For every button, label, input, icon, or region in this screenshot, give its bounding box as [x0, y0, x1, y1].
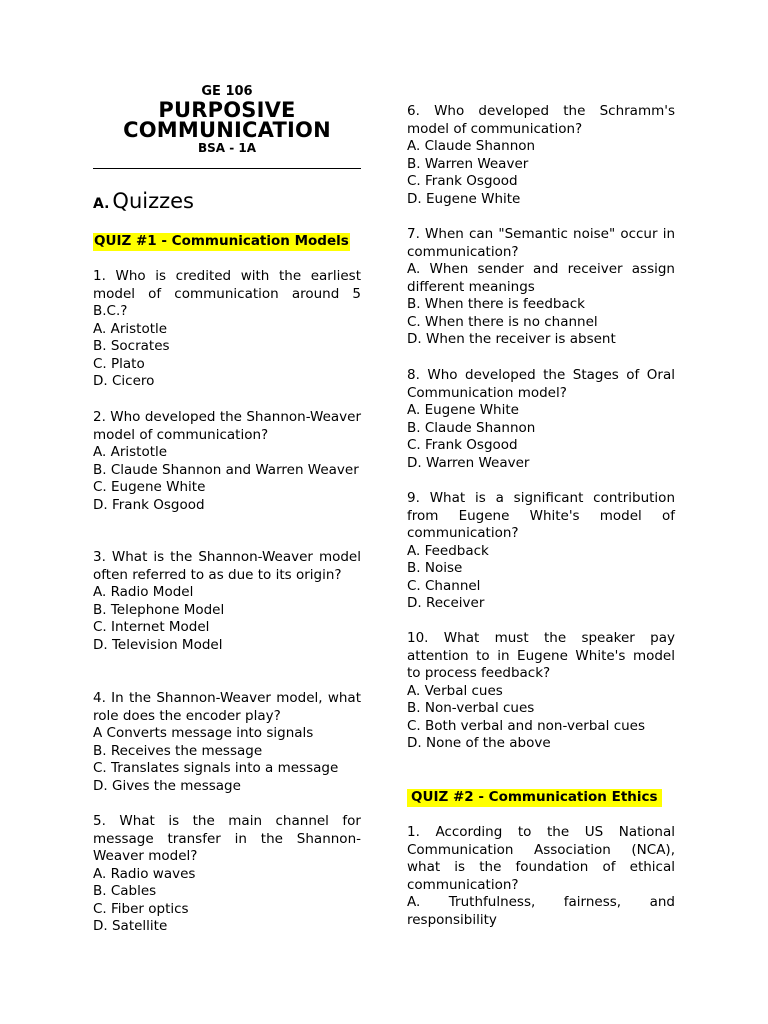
- question-text: 1. Who is credited with the earliest model of communication around 5 B.C.?: [93, 268, 361, 319]
- answer-option: A. Aristotle: [93, 444, 168, 460]
- quiz-1-question-7: [407, 226, 675, 349]
- question-text: 7. When can "Semantic noise" occur in communication?: [407, 226, 675, 260]
- answer-option: B. Telephone Model: [93, 601, 225, 618]
- answer-option: A. Radio Model: [93, 584, 194, 600]
- quiz-1-question-4: [93, 690, 361, 795]
- answer-option: D. Gives the message: [93, 777, 241, 794]
- answer-option: C. Translates signals into a message: [93, 760, 339, 776]
- answer-option: D. Television Model: [93, 636, 223, 653]
- quiz-1-question-10: [407, 630, 675, 753]
- answer-option: A. Truthfulness, fairness, and responsibility: [407, 894, 675, 928]
- answer-option: B. Socrates: [93, 338, 170, 354]
- answer-option: C. Frank Osgood: [407, 173, 518, 189]
- answer-option: D. Satellite: [93, 918, 168, 934]
- quiz-1-title: QUIZ #1 - Communication Models: [94, 233, 349, 249]
- answer-option: D. Receiver: [407, 595, 485, 611]
- question-text: 2. Who developed the Shannon-Weaver model of communication?: [93, 409, 361, 443]
- quiz-1-question-8: [407, 367, 675, 472]
- header-divider: [93, 168, 361, 169]
- quiz-1-question-3: [93, 549, 361, 654]
- question-text: 6. Who developed the Schramm's model of communication?: [407, 103, 675, 137]
- answer-option: A Converts message into signals: [93, 725, 314, 741]
- answer-option: C. Both verbal and non-verbal cues: [407, 717, 646, 734]
- question-text: 1. According to the US National Communication Association (NCA), what is the foundation of ethical communication?: [407, 824, 675, 893]
- answer-option: C. Fiber optics: [93, 900, 189, 917]
- answer-option: A. Radio waves: [93, 865, 196, 882]
- answer-option: B. Claude Shannon and Warren Weaver: [93, 461, 359, 478]
- answer-option: C. Eugene White: [93, 479, 206, 495]
- answer-option: B. Claude Shannon: [407, 419, 536, 436]
- answer-option: A. Verbal cues: [407, 682, 503, 699]
- section-heading: [93, 186, 194, 219]
- course-title-line-1: PURPOSIVE: [158, 98, 296, 122]
- answer-option: A. When sender and receiver assign different meanings: [407, 261, 675, 295]
- answer-option: C. Internet Model: [93, 619, 210, 635]
- answer-option: C. When there is no channel: [407, 313, 598, 330]
- answer-option: B. Cables: [93, 883, 157, 899]
- quiz-1-question-6: [407, 103, 675, 208]
- answer-option: D. Warren Weaver: [407, 454, 530, 471]
- answer-option: A. Eugene White: [407, 402, 519, 418]
- answer-option: C. Frank Osgood: [407, 437, 518, 453]
- question-text: 5. What is the main channel for message transfer in the Shannon-Weaver model?: [93, 813, 361, 864]
- answer-option: C. Plato: [93, 355, 145, 372]
- quiz-2-question-1: [407, 824, 675, 929]
- quiz-1-question-9: [407, 490, 675, 613]
- question-text: 8. Who developed the Stages of Oral Communication model?: [407, 367, 675, 401]
- answer-option: B. When there is feedback: [407, 296, 585, 312]
- answer-option: A. Feedback: [407, 542, 489, 559]
- question-text: 3. What is the Shannon-Weaver model often referred to as due to its origin?: [93, 549, 361, 583]
- question-text: 4. In the Shannon-Weaver model, what role does the encoder play?: [93, 690, 361, 724]
- quiz-1-question-5: [93, 813, 361, 936]
- question-text: 10. What must the speaker pay attention to in Eugene White's model to process feedback?: [407, 630, 675, 681]
- answer-option: D. Cicero: [93, 373, 155, 389]
- answer-option: B. Warren Weaver: [407, 155, 529, 172]
- answer-option: A. Aristotle: [93, 320, 168, 337]
- answer-option: B. Non-verbal cues: [407, 700, 535, 716]
- answer-option: D. Eugene White: [407, 190, 521, 207]
- quiz-1-question-1: [93, 268, 361, 391]
- question-text: 9. What is a significant contribution from Eugene White's model of communication?: [407, 490, 675, 541]
- answer-option: A. Claude Shannon: [407, 138, 536, 154]
- answer-option: D. When the receiver is absent: [407, 331, 616, 347]
- course-title-line-2: COMMUNICATION: [123, 118, 331, 142]
- class-section: BSA - 1A: [197, 141, 257, 155]
- answer-option: D. Frank Osgood: [93, 496, 205, 513]
- answer-option: B. Noise: [407, 560, 463, 576]
- section-title: Quizzes: [112, 189, 195, 213]
- answer-option: B. Receives the message: [93, 742, 263, 759]
- section-letter: A.: [93, 196, 110, 212]
- course-code: GE 106: [201, 84, 253, 99]
- document-header: [93, 84, 361, 155]
- answer-option: D. None of the above: [407, 735, 551, 751]
- quiz-1-question-2: [93, 409, 361, 514]
- quiz-2-title: QUIZ #2 - Communication Ethics: [407, 789, 662, 807]
- answer-option: C. Channel: [407, 577, 481, 594]
